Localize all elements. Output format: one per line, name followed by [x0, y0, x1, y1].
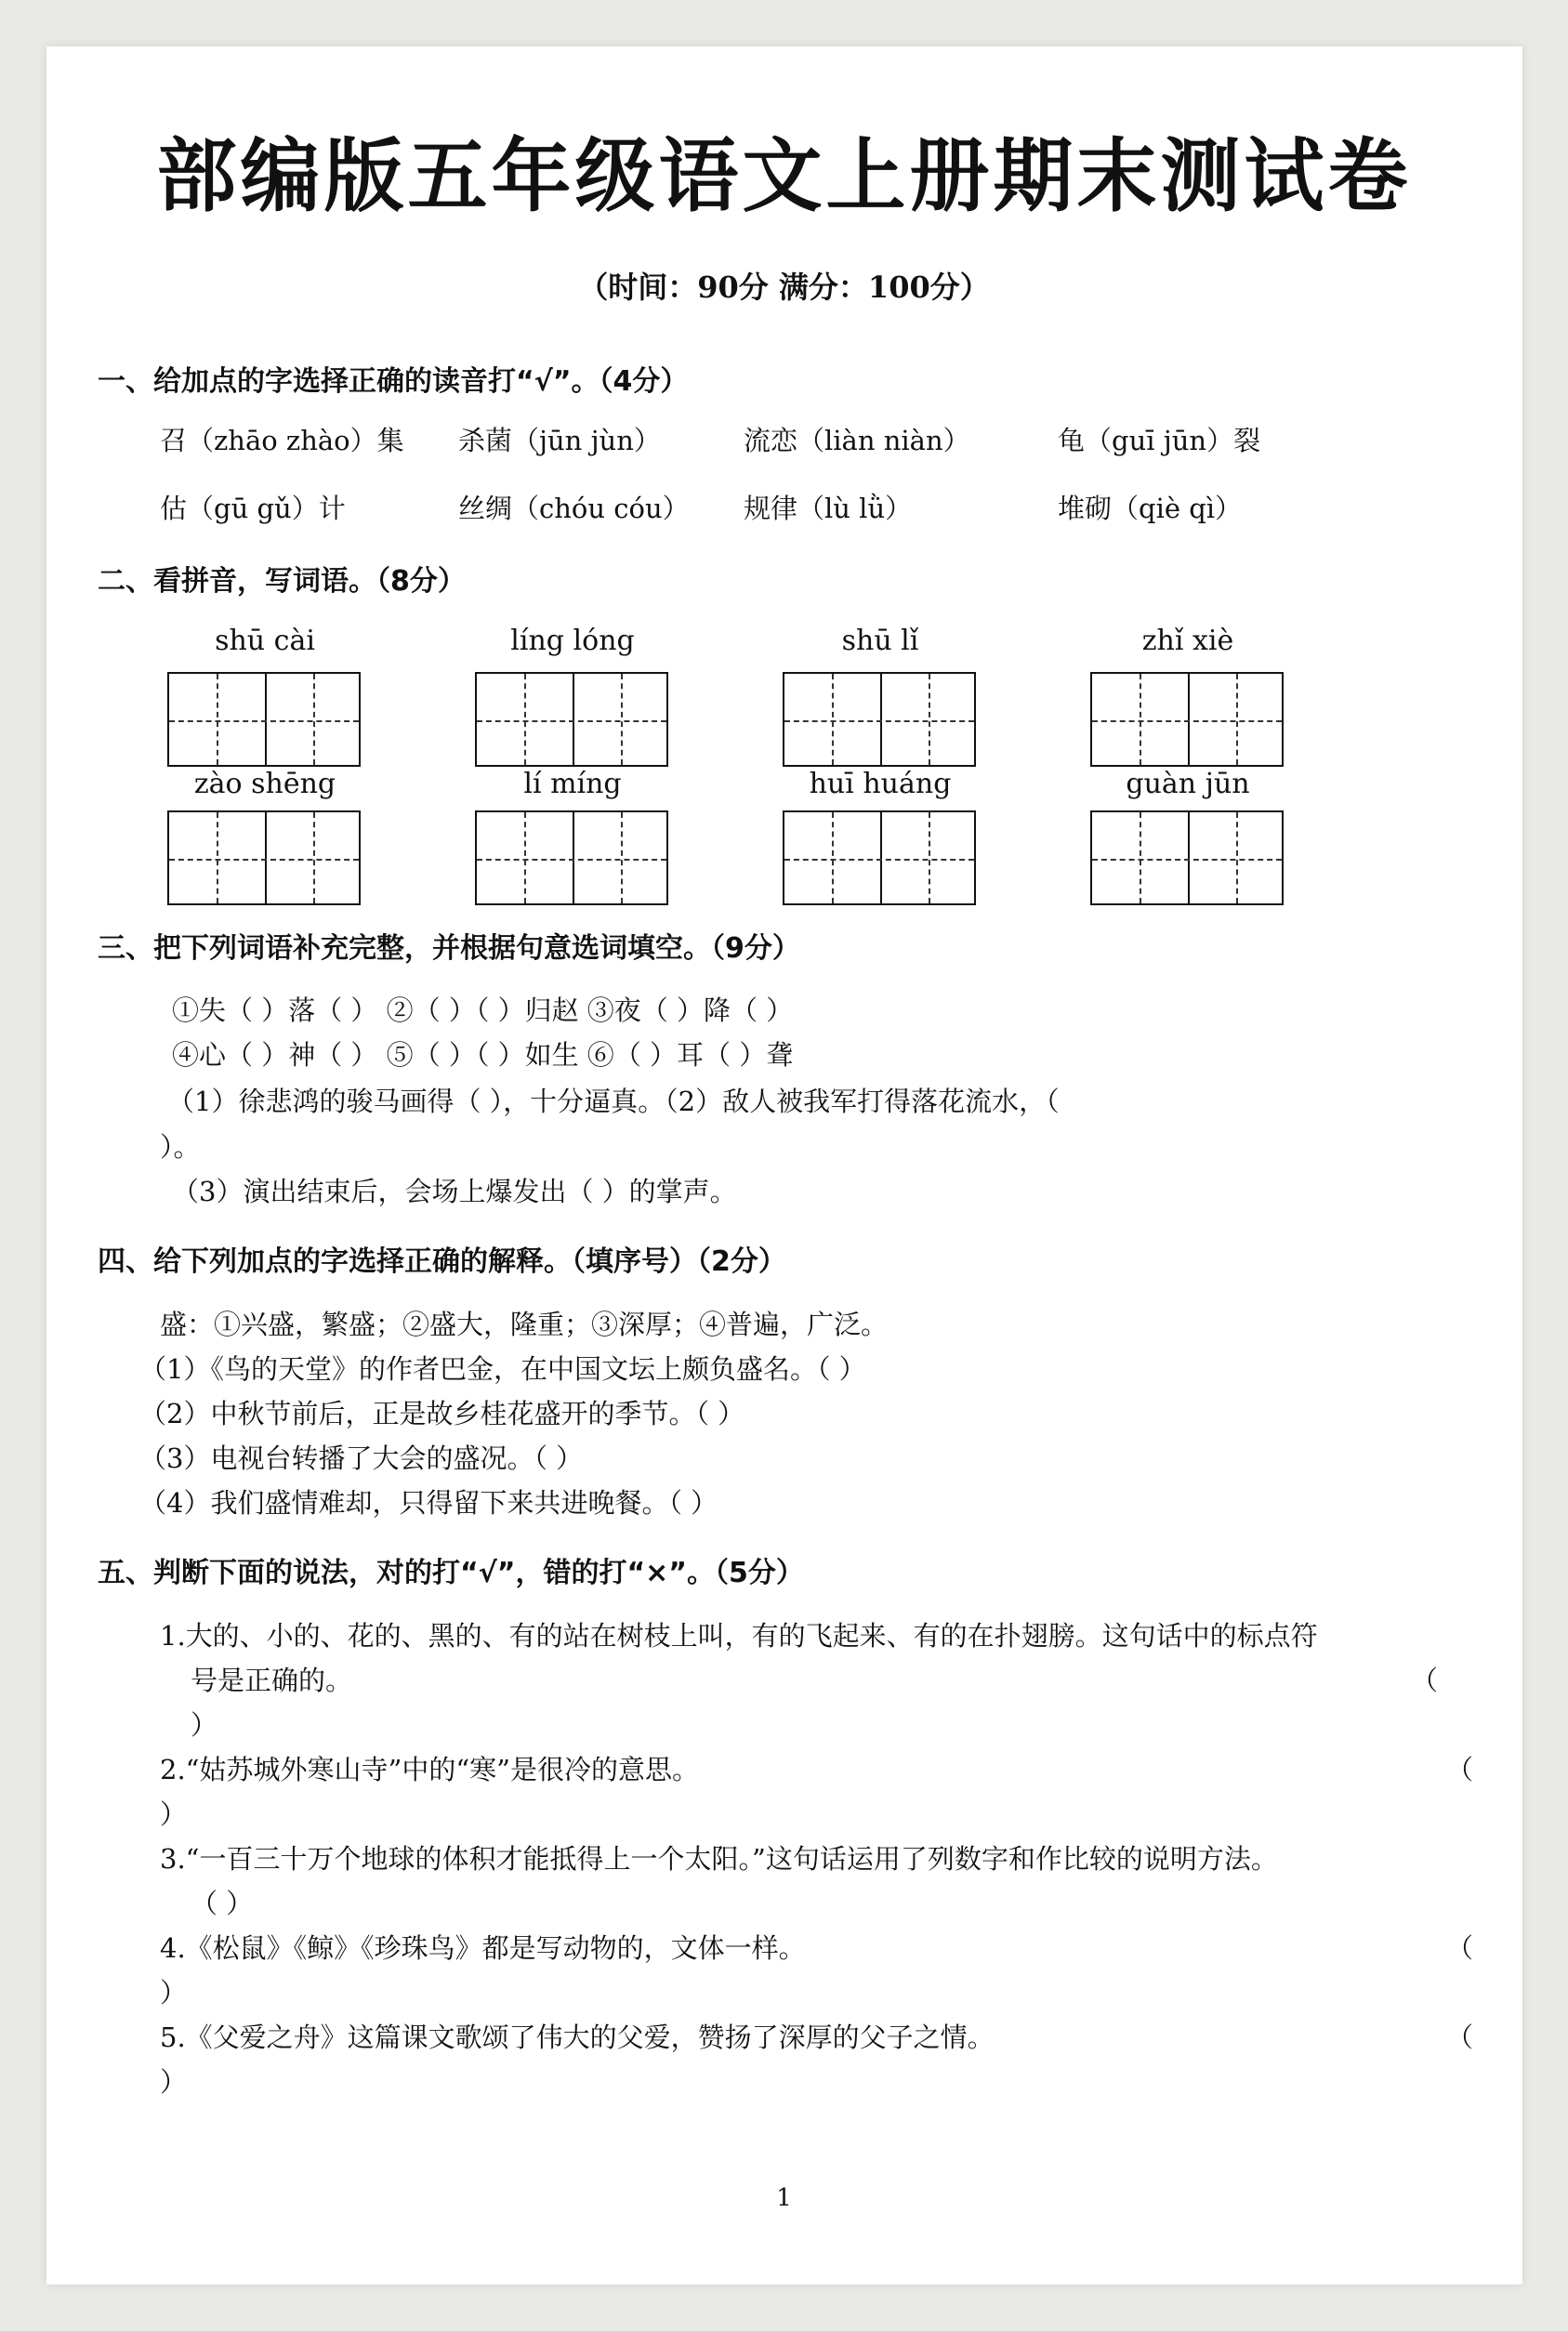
writing-grid[interactable]: [167, 810, 361, 905]
s5-line: 2.“姑苏城外寒山寺”中的“寒”是很冷的意思。: [160, 1754, 699, 1785]
section-1-heading: 一、给加点的字选择正确的读音打“√”。（4分）: [98, 365, 689, 398]
s5-line: （: [1446, 1932, 1474, 1964]
s4-line: （4）我们盛情难却，只得留下来共进晚餐。（ ）: [139, 1487, 718, 1519]
s1-item: 流恋（liàn niàn）: [744, 425, 970, 456]
writing-grid[interactable]: [783, 672, 976, 767]
pinyin-label: zào shēng: [193, 768, 336, 800]
pinyin-label: lí míng: [523, 768, 622, 800]
s4-line: （3）电视台转播了大会的盛况。（ ）: [139, 1442, 584, 1474]
s5-line: （: [1446, 2022, 1474, 2053]
s5-line: 号是正确的。: [191, 1665, 353, 1696]
pinyin-label: líng lóng: [510, 625, 635, 657]
writing-grid[interactable]: [167, 672, 361, 767]
s1-item: 召（zhāo zhào）集: [160, 425, 404, 456]
s1-item: 龟（guī jūn）裂: [1058, 425, 1261, 456]
s5-line: 1.大的、小的、花的、黑的、有的站在树枝上叫，有的飞起来、有的在扑翅膀。这句话中的标点符: [160, 1620, 1318, 1652]
s5-line: 3.“一百三十万个地球的体积才能抵得上一个太阳。”这句话运用了列数字和作比较的说明方法。: [160, 1843, 1278, 1875]
s5-line: ）: [160, 1977, 188, 2008]
s4-line: （2）中秋节前后，正是故乡桂花盛开的季节。（ ）: [139, 1398, 745, 1429]
writing-grid[interactable]: [475, 810, 668, 905]
s1-item: 估（gū gǔ）计: [160, 493, 346, 524]
writing-grid[interactable]: [1090, 672, 1284, 767]
s1-item: 堆砌（qiè qì）: [1058, 493, 1243, 524]
s3-line: （3）演出结束后，会场上爆发出（ ）的掌声。: [172, 1176, 737, 1207]
s4-line: 盛：①兴盛，繁盛；②盛大，隆重；③深厚；④普遍，广泛。: [160, 1309, 889, 1340]
pinyin-label: huī huáng: [809, 768, 952, 800]
page-title: 部编版五年级语文上册期末测试卷: [156, 130, 1412, 223]
s5-line: （ ）: [191, 1888, 254, 1919]
s5-line: ）: [191, 1709, 218, 1741]
s3-line: ④心（ ）神（ ） ⑤（ ）（ ）如生 ⑥（ ）耳（ ）聋: [172, 1039, 794, 1071]
section-4-heading: 四、给下列加点的字选择正确的解释。（填序号）（2分）: [98, 1245, 786, 1278]
s5-line: （: [1411, 1665, 1439, 1696]
page-number: 1: [776, 2184, 792, 2212]
section-5-heading: 五、判断下面的说法，对的打“√”，错的打“×”。（5分）: [98, 1557, 804, 1589]
s1-item: 规律（lù lǜ）: [744, 493, 913, 524]
s3-line: ）。: [160, 1131, 201, 1163]
s1-item: 丝绸（chóu cóu）: [458, 493, 690, 524]
s3-line: （1）徐悲鸿的骏马画得（ ），十分逼真。（2）敌人被我军打得落花流水，（: [167, 1086, 1060, 1117]
s5-line: （: [1446, 1754, 1474, 1785]
writing-grid[interactable]: [475, 672, 668, 767]
s5-line: 5.《父爱之舟》这篇课文歌颂了伟大的父爱，赞扬了深厚的父子之情。: [160, 2022, 995, 2053]
pinyin-label: guàn jūn: [1126, 768, 1250, 800]
s1-item: 杀菌（jūn jùn）: [458, 425, 661, 456]
s5-line: ）: [160, 2066, 188, 2098]
pinyin-label: shū lǐ: [841, 625, 919, 657]
section-3-heading: 三、把下列词语补充完整，并根据句意选词填空。（9分）: [98, 932, 800, 965]
pinyin-label: shū cài: [215, 625, 315, 657]
s4-line: （1）《鸟的天堂》的作者巴金，在中国文坛上颇负盛名。（ ）: [139, 1353, 866, 1385]
writing-grid[interactable]: [1090, 810, 1284, 905]
exam-info: （时间：90分 满分：100分）: [578, 270, 990, 305]
writing-grid[interactable]: [783, 810, 976, 905]
s5-line: ）: [160, 1798, 188, 1830]
s3-line: ①失（ ）落（ ） ②（ ）（ ）归赵 ③夜（ ）降（ ）: [172, 994, 794, 1026]
section-2-heading: 二、看拼音，写词语。（8分）: [98, 565, 466, 598]
s5-line: 4.《松鼠》《鲸》《珍珠鸟》都是写动物的，文体一样。: [160, 1932, 806, 1964]
pinyin-label: zhǐ xiè: [1141, 625, 1234, 657]
